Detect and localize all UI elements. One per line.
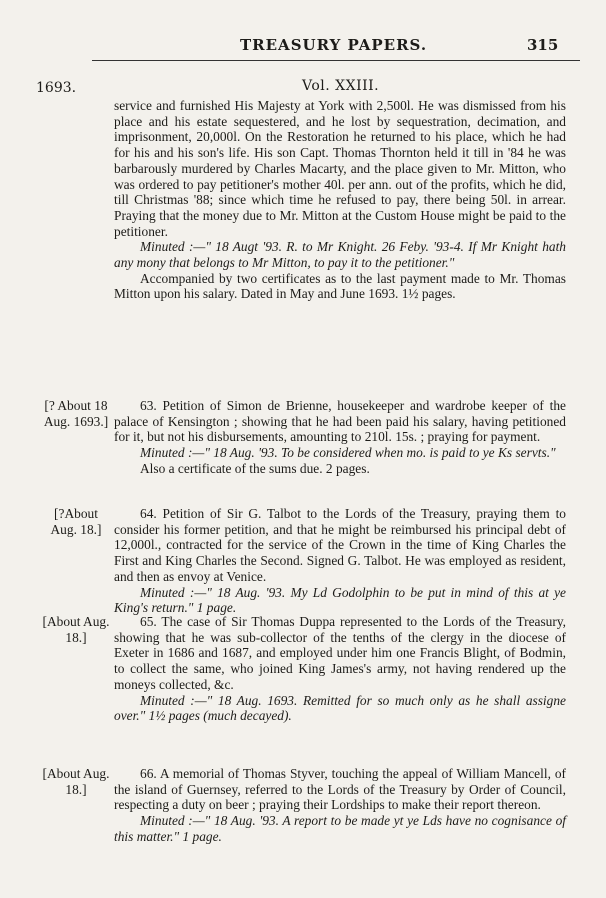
continued-entry (114, 98, 566, 302)
entry-65-minute: Minuted :—" 18 Aug. 1693. Remitted for so much only as he shall assigne over." 1½ pages (much decayed). (114, 692, 566, 724)
entry-65-date: [About Aug. 18.] (42, 614, 110, 645)
entry-64-minute: Minuted :—" 18 Aug. '93. My Ld Godolphin to be put in mind of this at ye King's return." 1 page. (114, 584, 566, 616)
volume-label: Vol. XXIII. (302, 78, 380, 94)
header-rule (92, 60, 580, 61)
entry-64 (114, 506, 566, 616)
entry-65 (114, 614, 566, 724)
entry-63-note: Also a certificate of the sums due. 2 pages. (140, 460, 370, 476)
running-title: TREASURY PAPERS. (240, 36, 428, 54)
entry-64-date: [?About Aug. 18.] (50, 506, 102, 537)
page-number: 315 (527, 36, 559, 54)
entry-63 (114, 398, 566, 477)
entry-66-text: 66. A memorial of Thomas Styver, touching the appeal of William Mancell, of the island of Guernsey, referred to the Lords of the Treasury by Order of Council, respecting a duty on beer ; praying their Lordships to make their report thereon. (114, 766, 566, 813)
year-marker: 1693. (36, 80, 77, 96)
entry-63-text: 63. Petition of Simon de Brienne, housekeeper and wardrobe keeper of the palace of Kensington ; showing that he had been paid his salary, having petitioned for it, but not his disbursements, amounting to 210l. 15s. ; praying for payment. (114, 398, 566, 445)
entry-63-date: [? About 18 Aug. 1693.] (43, 398, 109, 429)
entry-64-text: 64. Petition of Sir G. Talbot to the Lords of the Treasury, praying them to consider his former petition, and that he might be reimbursed his principal debt of 12,000l., contracted for the service of the Crown in the time of King Charles the First and King Charles the Second. Signed G. Talbot. He was employed as resident, and then as envoy at Venice. (114, 506, 566, 584)
entry-66 (114, 766, 566, 845)
continued-entry-minute: Minuted :—" 18 Augt '93. R. to Mr Knight. 26 Feby. '93-4. If Mr Knight hath any mony that belongs to Mr Mitton, to pay it to the petitioner." (114, 239, 566, 271)
entry-66-date: [About Aug. 18.] (42, 766, 110, 797)
entry-66-minute: Minuted :—" 18 Aug. '93. A report to be made yt ye Lds have no cognisance of this matter." 1 page. (114, 813, 566, 844)
continued-entry-text: service and furnished His Majesty at York with 2,500l. He was dismissed from his place and his estate sequestered, and he lost by sequestration, decimation, and imprisonment, 20,000l. On the Restoration he returned to his place, which he had for his and his son's life. His son Capt. Thomas Thornton held it till in '84 he was barbarously murdered by Charles Macarty, and the place given to Mr. Mitton, who was ordered to pay petitioner's mother 40l. per ann. out of the profits, which he did, till Christmas '88; since which time he refused to pay, there being 50l. in arrear. Praying that the money due to Mr. Mitton at the Custom House might be paid to the petitioner. (114, 98, 566, 239)
entry-63-minute: Minuted :—" 18 Aug. '93. To be considered when mo. is paid to ye Ks servts." (140, 445, 556, 461)
entry-65-text: 65. The case of Sir Thomas Duppa represented to the Lords of the Treasury, showing that he was sub-collector of the tenths of the clergy in the diocese of Exeter in 1686 and 1687, and employed under him one Francis Blight, of Bodmin, to collect the same, who joined King James's army, not having rendered up the moneys collected, &c. (114, 614, 566, 692)
continued-entry-note: Accompanied by two certificates as to the last payment made to Mr. Thomas Mitton upon his salary. Dated in May and June 1693. 1½ pages. (114, 270, 566, 302)
